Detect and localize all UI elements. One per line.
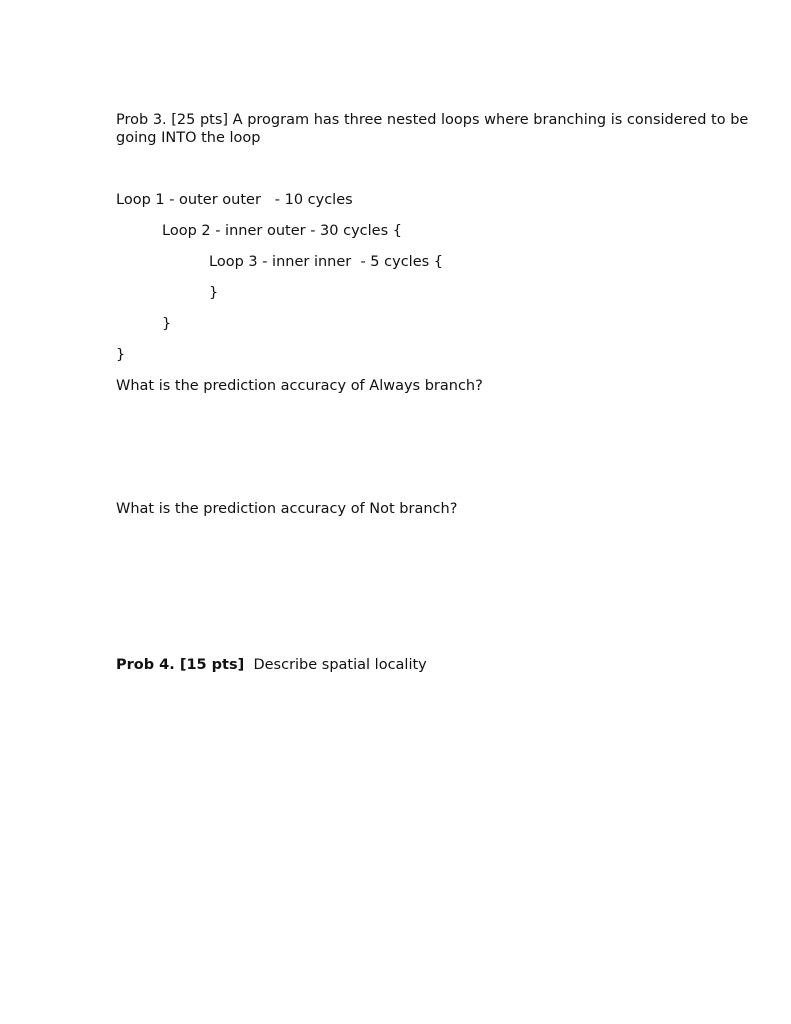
prob4-text: Describe spatial locality (244, 657, 427, 673)
prob3-intro-line-1: Prob 3. [25 pts] A program has three nested loops where branching is considered to be (116, 112, 749, 128)
prob4-label: Prob 4. [15 pts] (116, 657, 245, 673)
prob4-heading (116, 656, 427, 674)
loop-3-line: Loop 3 - inner inner - 5 cycles { (209, 254, 444, 270)
question-not-branch: What is the prediction accuracy of Not branch? (116, 501, 458, 517)
loop-3-closing-brace: } (209, 285, 219, 301)
loop-1-closing-brace: } (116, 347, 126, 363)
prob3-intro-line-2: going INTO the loop (116, 130, 261, 146)
loop-2-closing-brace: } (162, 316, 172, 332)
loop-2-line: Loop 2 - inner outer - 30 cycles { (162, 223, 402, 239)
loop-1-line: Loop 1 - outer outer - 10 cycles (116, 192, 353, 208)
question-always-branch: What is the prediction accuracy of Always branch? (116, 378, 483, 394)
